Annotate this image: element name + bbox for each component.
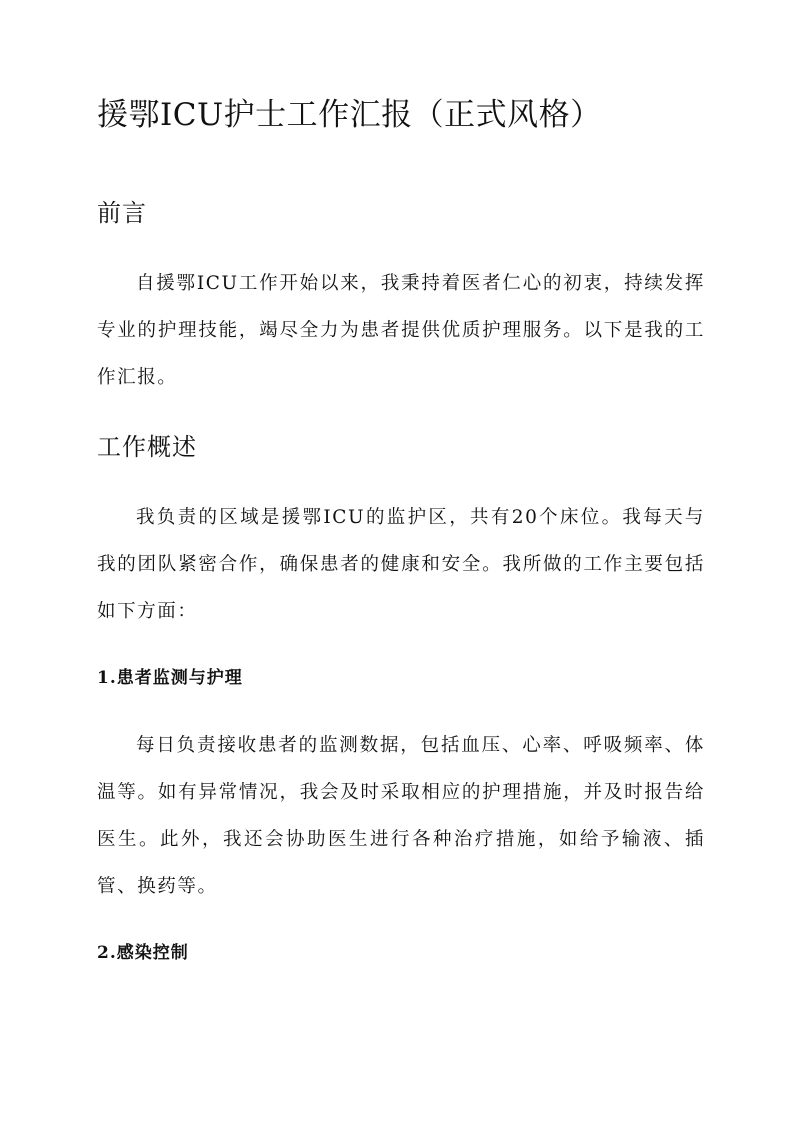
patient-monitoring-paragraph: 每日负责接收患者的监测数据，包括血压、心率、呼吸频率、体温等。如有异常情况，我会及时采取相应的护理措施，并及时报告给医生。此外，我还会协助医生进行各种治疗措施，如给予输液、插管、换药等。	[97, 735, 705, 897]
preface-paragraph: 自援鄂ICU工作开始以来，我秉持着医者仁心的初衷，持续发挥专业的护理技能，竭尽全力为患者提供优质护理服务。以下是我的工作汇报。	[97, 273, 705, 388]
subsection-heading-patient-monitoring: 1.患者监测与护理	[97, 668, 243, 688]
subsection-heading-infection-control: 2.感染控制	[97, 943, 189, 963]
work-overview-paragraph: 我负责的区域是援鄂ICU的监护区，共有20个床位。我每天与我的团队紧密合作，确保患者的健康和安全。我所做的工作主要包括如下方面：	[97, 507, 705, 622]
section-heading-preface: 前言	[97, 199, 147, 227]
section-heading-work-overview: 工作概述	[97, 433, 197, 461]
document-title: 援鄂ICU护士工作汇报（正式风格）	[97, 97, 602, 133]
